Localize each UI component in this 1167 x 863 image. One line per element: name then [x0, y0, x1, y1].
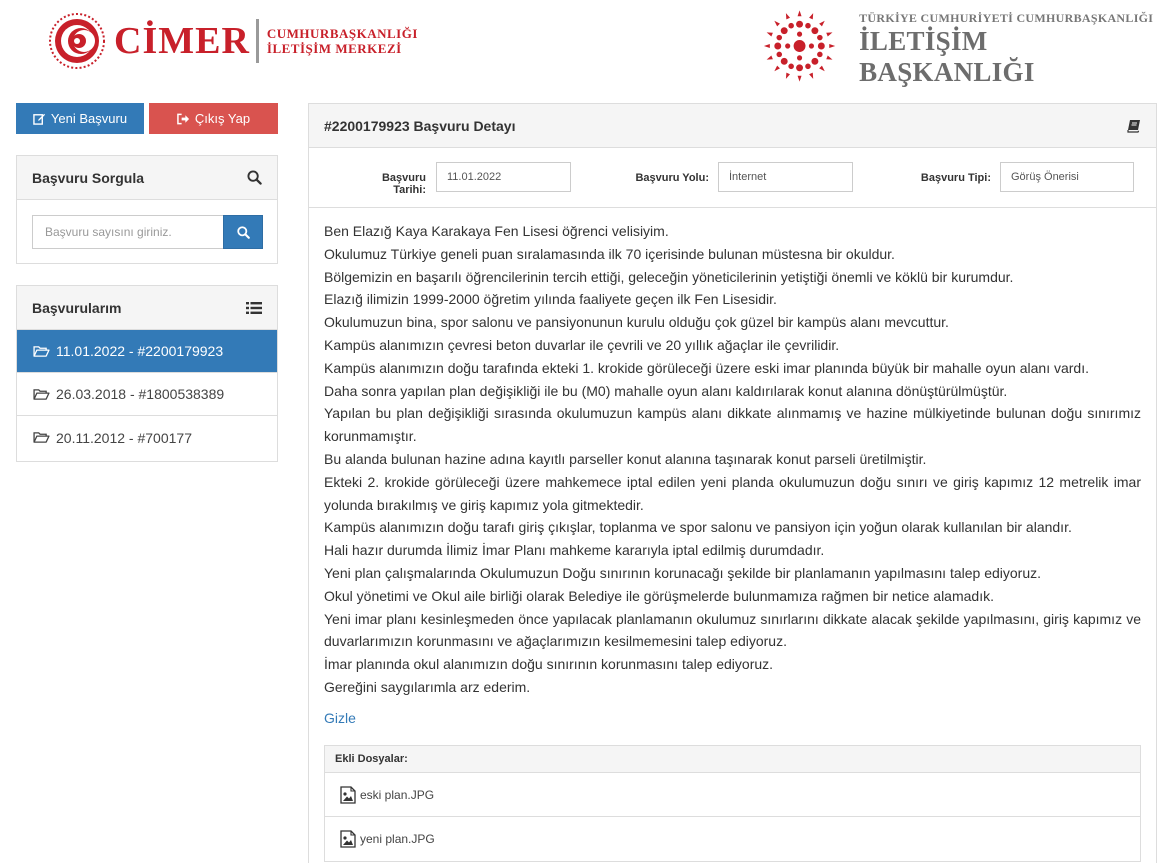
logout-label: Çıkış Yap: [194, 111, 251, 126]
application-type-field: Görüş Önerisi: [1000, 162, 1134, 192]
presidency-emblem-icon: [756, 2, 843, 90]
application-detail-panel: [308, 103, 1157, 863]
application-item[interactable]: [17, 373, 277, 416]
body-line: Okul yönetimi ve Okul aile birliği olarak Belediye ile görüşmelerde bulunmamıza rağmen bir netice alamadık.: [324, 587, 994, 604]
search-panel: [16, 155, 278, 264]
header: [0, 0, 1167, 96]
body-line: Yeni imar planı kesinleşmeden önce yapılacak planlamanın okulumuz sınırlarını dikkate alacak şekilde yapılmasını, giriş kapımız ve duvarlarımızın korunmasını ve ağaçlarımızın kesilmemesini talep ediyoruz.: [324, 610, 1141, 650]
logo-divider: [256, 19, 259, 63]
body-line: Hali hazır durumda İlimiz İmar Planı mahkeme kararıyla iptal edilmiş durumdadır.: [324, 542, 825, 559]
detail-title: #2200179923 Başvuru Detayı: [324, 117, 516, 134]
application-item-label: 20.11.2012 - #700177: [56, 429, 192, 446]
iletisim-text: [859, 5, 1167, 88]
search-icon: [247, 170, 262, 185]
hide-link[interactable]: Gizle: [324, 710, 356, 726]
attachment-item[interactable]: [325, 817, 1140, 861]
folder-open-icon: [33, 345, 50, 358]
applications-panel: [16, 285, 278, 462]
body-line: Yapılan bu plan değişikliği sırasında okulumuzun kampüs alanı dikkate alınmamış ve hazine mülkiyetinde bulunan doğu sınırımız korunmamıştır.: [324, 405, 1141, 445]
attachments-header: Ekli Dosyalar:: [325, 746, 1140, 773]
search-row: [32, 215, 277, 249]
application-channel-field: İnternet: [718, 162, 853, 192]
application-item[interactable]: [17, 416, 277, 459]
attachment-item[interactable]: [325, 773, 1140, 817]
cimer-sub-line2: İLETİŞİM MERKEZİ: [266, 41, 402, 56]
logout-button[interactable]: [149, 103, 278, 134]
application-channel-label: Başvuru Yolu:: [635, 172, 709, 184]
body-line: Yeni plan çalışmalarında Okulumuzun Doğu sınırının korunacağı şekilde bir planlamanın yapılmasını talep ediyoruz.: [324, 564, 1041, 581]
sign-out-icon: [177, 113, 190, 125]
body-line: Gereğini saygılarımla arz ederim.: [324, 678, 531, 695]
new-application-button[interactable]: [16, 103, 144, 134]
cimer-subtitle: [267, 26, 418, 56]
applications-panel-title: Başvurularım: [32, 299, 122, 316]
body-line: Daha sonra yapılan plan değişikliği ile bu (M0) mahalle oyun alanı kaldırılarak konut alanına dönüştürülmüştür.: [324, 382, 1008, 399]
search-panel-title: Başvuru Sorgula: [32, 169, 145, 186]
application-body-text: [324, 220, 1141, 699]
body-line: Elazığ ilimizin 1999-2000 öğretim yılında faaliyete geçen ilk Fen Lisesidir.: [324, 291, 777, 308]
iletisim-main-line: İLETİŞİM BAŞKANLIĞI: [859, 25, 1035, 87]
folder-open-icon: [33, 388, 50, 401]
attachment-name: yeni plan.JPG: [360, 832, 435, 846]
application-item-label: 11.01.2022 - #2200179923: [56, 343, 224, 359]
body-line: Ekteki 2. krokide görüleceği üzere mahkemece iptal edilen yeni planda okulumuzun doğu sınırı ve giriş kapımız 12 metrelik imar yolunda bırakılmış ve giriş kapımız yola gitmektedir.: [324, 473, 1141, 513]
cimer-sub-line1: CUMHURBAŞKANLIĞI: [266, 26, 418, 41]
attachment-name: eski plan.JPG: [360, 787, 435, 802]
image-file-icon: [340, 786, 356, 804]
attachments-box: [324, 745, 1141, 862]
detail-meta-row: [309, 148, 1156, 208]
folder-open-icon: [33, 431, 50, 444]
application-item[interactable]: [17, 330, 277, 373]
application-type-label: Başvuru Tipi:: [920, 172, 991, 184]
application-date-field: 11.01.2022: [436, 162, 571, 192]
detail-panel-header: [309, 104, 1156, 148]
applications-panel-header: [17, 286, 277, 330]
list-icon: [246, 301, 262, 315]
iletisim-logo[interactable]: [756, 2, 1167, 90]
cimer-logo[interactable]: [48, 12, 418, 70]
body-line: Okulumuz Türkiye geneli puan sıralamasında ilk 70 içerisinde bulunan müstesna bir okuldur.: [324, 245, 895, 262]
body-line: Okulumuzun bina, spor salonu ve pansiyonunun kurulu olduğu çok güzel bir kampüs alanı mevcuttur.: [324, 314, 949, 331]
application-date-label: Başvuru Tarihi:: [381, 172, 426, 196]
cimer-emblem-icon: [48, 12, 106, 70]
application-item-label: 26.03.2018 - #1800538389: [56, 386, 225, 402]
application-number-input[interactable]: [32, 215, 223, 249]
cimer-wordmark: CİMER: [114, 20, 250, 62]
body-line: İmar planında okul alanımızın doğu sınırının korunmasını talep ediyoruz.: [324, 656, 774, 673]
body-line: Kampüs alanımızın doğu tarafında ekteki 1. krokide görüleceği üzere eski imar planında büyük bir mahalle oyun alanı vardı.: [324, 359, 1089, 376]
image-file-icon: [340, 830, 356, 848]
search-panel-header: [17, 156, 277, 200]
body-line: Bu alanda bulunan hazine adına kayıtlı parseller konut alanına taşınarak konut parseli üretilmiştir.: [324, 450, 927, 467]
search-submit-button[interactable]: [223, 215, 263, 249]
body-line: Ben Elazığ Kaya Karakaya Fen Lisesi öğrenci velisiyim.: [324, 223, 669, 239]
iletisim-top-line: TÜRKİYE CUMHURİYETİ CUMHURBAŞKANLIĞI: [859, 10, 1154, 25]
body-line: Kampüs alanımızın çevresi beton duvarlar ile çevrili ve 20 yıllık ağaçlar ile çevrilidir.: [324, 336, 840, 353]
body-line: Bölgemizin en başarılı öğrencilerinin tercih ettiği, geleceğin yöneticilerinin yetiştiği önemli ve köklü bir kurumdur.: [324, 268, 1014, 285]
search-icon: [237, 226, 250, 239]
body-line: Kampüs alanımızın doğu tarafı giriş çıkışlar, toplanma ve spor salonu ve pansiyon için yoğun olarak kullanılan bir alandır.: [324, 519, 1072, 536]
new-application-label: Yeni Başvuru: [50, 111, 128, 126]
book-icon[interactable]: [1127, 119, 1141, 133]
edit-icon: [33, 112, 46, 125]
